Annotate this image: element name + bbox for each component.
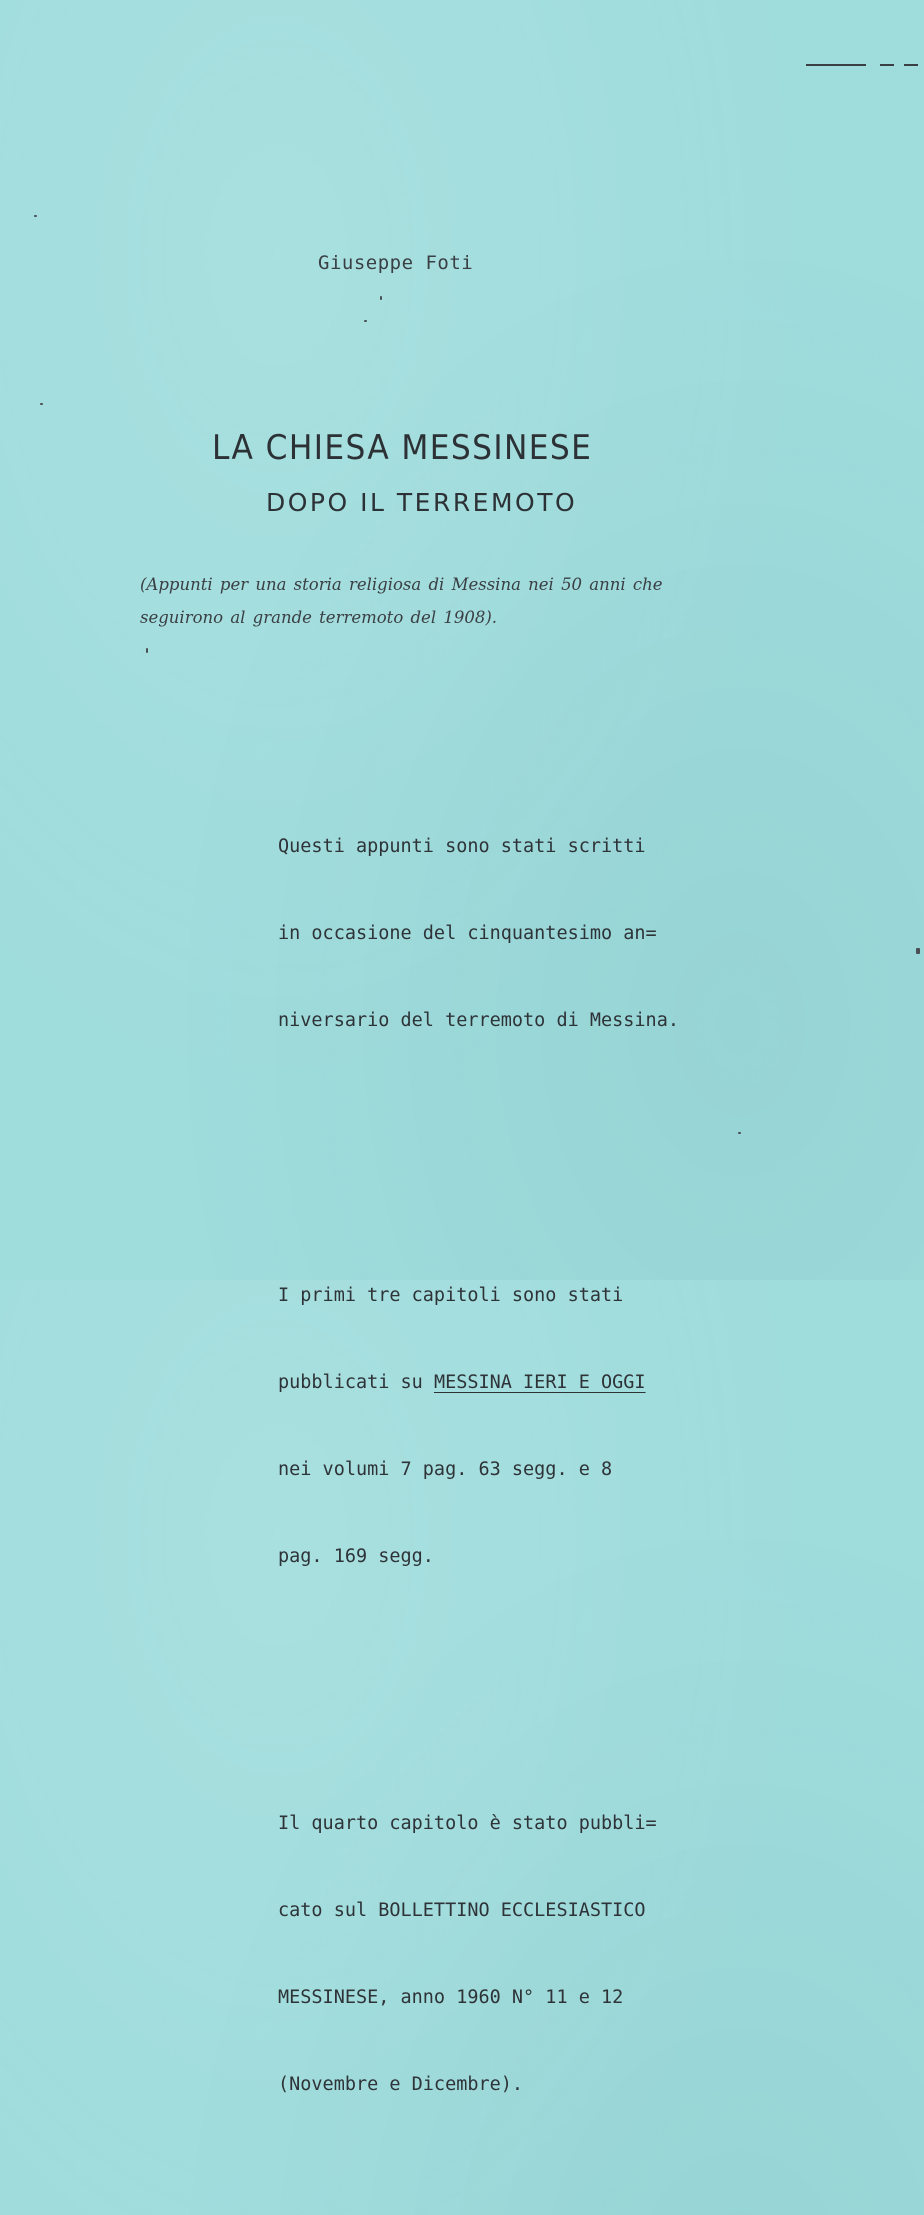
paper-speck bbox=[146, 648, 148, 653]
note-line bbox=[278, 1368, 679, 1397]
note-line: Questi appunti sono stati scritti bbox=[278, 836, 646, 857]
cover-mark-dash bbox=[806, 64, 866, 66]
paper-speck bbox=[40, 403, 43, 405]
note-line: (Novembre e Dicembre). bbox=[278, 2074, 524, 2095]
note-line: nei volumi 7 pag. 63 segg. e 8 bbox=[278, 1459, 613, 1480]
periodical-title: MESSINA IERI E OGGI bbox=[433, 1372, 646, 1393]
cover-mark-dash bbox=[904, 64, 918, 66]
subtitle-line: (Appunti per una storia religiosa di Messina nei 50 anni che bbox=[140, 575, 663, 594]
note-line: MESSINESE, anno 1960 N° 11 e 12 bbox=[278, 1987, 624, 2008]
note-line: niversario del terremoto di Messina. bbox=[278, 1010, 679, 1031]
paper-speck bbox=[364, 320, 367, 322]
title-line-1: LA CHIESA MESSINESE bbox=[212, 428, 593, 468]
subtitle-line: seguirono al grande terremoto del 1908). bbox=[140, 608, 498, 627]
note-paragraph-2 bbox=[278, 1223, 679, 1629]
paper-speck bbox=[916, 948, 920, 954]
paper-speck bbox=[34, 215, 37, 217]
note-line: Il quarto capitolo è stato pubbli= bbox=[278, 1813, 657, 1834]
subtitle bbox=[140, 568, 780, 634]
cover-mark-dash bbox=[880, 64, 894, 66]
title-line-2: DOPO IL TERREMOTO bbox=[266, 488, 578, 517]
paper-speck bbox=[738, 1132, 741, 1134]
note-line: in occasione del cinquantesimo an= bbox=[278, 923, 657, 944]
publication-notes bbox=[278, 716, 679, 2215]
author-name: Giuseppe Foti bbox=[318, 252, 474, 274]
note-line: I primi tre capitoli sono stati bbox=[278, 1285, 624, 1306]
note-line: cato sul BOLLETTINO ECCLESIASTICO bbox=[278, 1900, 646, 1921]
note-paragraph-1 bbox=[278, 774, 679, 1093]
paper-speck bbox=[380, 296, 382, 300]
note-text: pubblicati su bbox=[278, 1372, 434, 1393]
note-paragraph-3 bbox=[278, 1751, 679, 2157]
note-line: pag. 169 segg. bbox=[278, 1546, 434, 1567]
